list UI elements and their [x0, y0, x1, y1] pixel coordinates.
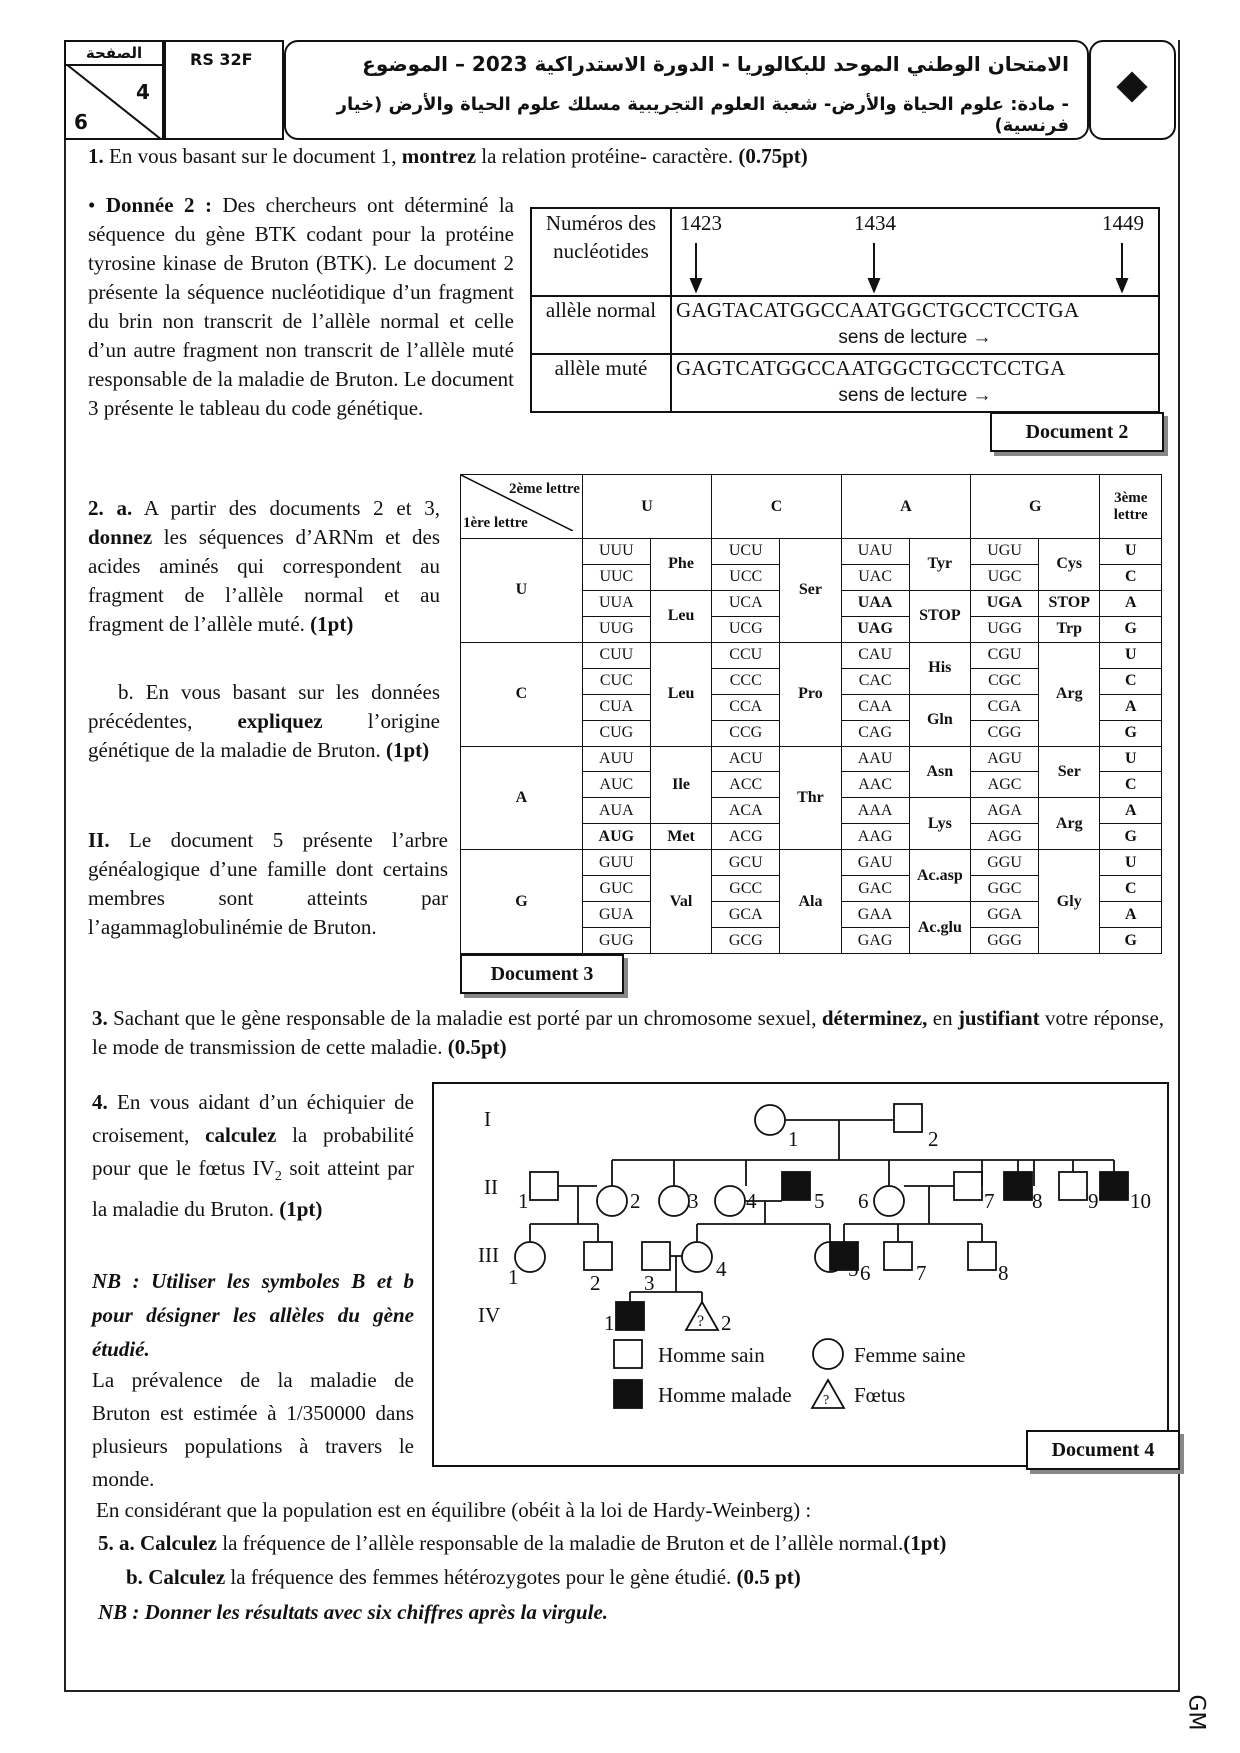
code-row [461, 746, 1162, 772]
codon-cell: AUC [582, 772, 650, 798]
first-letter-cell: C [461, 642, 583, 746]
codon-cell: GAA [841, 902, 909, 928]
II5-number: 5 [814, 1189, 825, 1213]
codon-cell: GGG [971, 928, 1039, 954]
amino-acid-cell: Cys [1039, 539, 1100, 591]
page-number: 4 [136, 80, 150, 104]
document-3-genetic-code-table [460, 474, 1162, 954]
codon-cell: ACG [712, 824, 780, 850]
II5-sick-man [782, 1172, 810, 1200]
codon-cell: CGG [971, 720, 1039, 746]
codon-cell: UGC [971, 564, 1039, 590]
III3-number: 3 [644, 1271, 655, 1295]
first-letter-cell: A [461, 746, 583, 850]
codon-cell: UAG [841, 616, 909, 642]
III2-number: 2 [590, 1271, 601, 1295]
nucleotide-positions [671, 208, 1159, 296]
legend-fetus-label: Fœtus [854, 1383, 906, 1407]
II2-number: 2 [630, 1189, 641, 1213]
codon-cell: UCU [712, 539, 780, 565]
III8-healthy-man [968, 1242, 996, 1270]
legend-fetus-question-mark: ? [823, 1393, 830, 1408]
codon-cell: AUG [582, 824, 650, 850]
legend-healthy-woman-label: Femme saine [854, 1343, 966, 1367]
codon-cell: AGA [971, 798, 1039, 824]
codon-cell: UUC [582, 564, 650, 590]
codon-cell: UCA [712, 590, 780, 616]
first-letter-header: 1ère lettre [463, 515, 528, 531]
part-2-intro: II. Le document 5 présente l’arbre généalogique d’une famille dont certains membres sont atteints par l’agammaglobulinémie de Bruton. [88, 828, 448, 939]
amino-acid-cell: Trp [1039, 616, 1100, 642]
amino-acid-cell: Pro [780, 642, 841, 746]
exam-title: الامتحان الوطني الموحد للبكالوريا - الدورة الاستدراكية 2023 – الموضوع [362, 52, 1069, 76]
amino-acid-cell: Val [650, 850, 711, 954]
mutant-allele-label: allèle muté [531, 354, 671, 412]
codon-cell: AAG [841, 824, 909, 850]
exam-code-box [164, 40, 284, 140]
III1-number: 1 [508, 1265, 519, 1289]
codon-cell: GCG [712, 928, 780, 954]
IV1-number: 1 [604, 1311, 615, 1335]
II9-healthy-man [1059, 1172, 1087, 1200]
exam-code: RS 32F [190, 50, 253, 69]
II7-number: 7 [984, 1189, 995, 1213]
normal-reading-direction: sens de lecture → [838, 327, 992, 348]
amino-acid-cell: Ser [780, 539, 841, 643]
col-header-u: U [582, 475, 711, 539]
legend-healthy-man-label: Homme sain [658, 1343, 765, 1367]
donnee-2: • Donnée 2 : Des chercheurs ont déterminé la séquence du gène BTK codant pour la protéine tyrosine kinase de Bruton (BTK). Le document 2 présente la séquence nucléotidique d’un fragment du brin non transcrit de l’allèle normal et celle d’un autre fragment non transcrit de l’allèle muté responsable de la maladie de Bruton. Le document 3 présente le tableau du code génétique. [88, 193, 514, 420]
codon-cell: CUC [582, 668, 650, 694]
codon-cell: UGA [971, 590, 1039, 616]
third-letter-cell: G [1100, 824, 1162, 850]
codon-cell: CAA [841, 694, 909, 720]
nb-symbols: NB : Utiliser les symboles B et b pour désigner les allèles du gène étudié. [92, 1269, 414, 1361]
mutant-sequence: GAGTCATGGCCAATGGCTGCCTCCTGA [676, 356, 1066, 380]
legend-healthy-man-symbol [614, 1340, 642, 1368]
page-total: 6 [74, 110, 88, 134]
third-letter-cell: U [1100, 539, 1162, 565]
third-letter-cell: C [1100, 564, 1162, 590]
codon-cell: UUU [582, 539, 650, 565]
codon-cell: AUU [582, 746, 650, 772]
bullet: • [88, 193, 106, 217]
III3-healthy-man [642, 1242, 670, 1270]
page-number-box [64, 40, 164, 140]
page-label: الصفحة [85, 44, 143, 62]
third-letter-cell: A [1100, 590, 1162, 616]
question-1: 1. En vous basant sur le document 1, montrez la relation protéine- caractère. (0.75pt) [88, 144, 808, 168]
col-header-g: G [971, 475, 1100, 539]
third-letter-cell: A [1100, 902, 1162, 928]
first-letter-cell: U [461, 539, 583, 643]
page-label-line [66, 64, 162, 66]
codon-cell: UGG [971, 616, 1039, 642]
codon-cell: AGC [971, 772, 1039, 798]
nucleotide-header: Numéros des nucléotides [531, 208, 671, 296]
II10-sick-man [1100, 1172, 1128, 1200]
legend-sick-man-symbol [614, 1380, 642, 1408]
third-letter-cell: C [1100, 876, 1162, 902]
diamond-box [1089, 40, 1176, 140]
question-2b: b. En vous basant sur les données précédentes, expliquez l’origine génétique de la maladie de Bruton. (1pt) [88, 680, 440, 762]
document-4-pedigree [432, 1082, 1169, 1467]
amino-acid-cell: Met [650, 824, 711, 850]
codon-cell: CAU [841, 642, 909, 668]
amino-acid-cell: Arg [1039, 798, 1100, 850]
codon-cell: UCG [712, 616, 780, 642]
third-letter-cell: U [1100, 642, 1162, 668]
first-letter-cell: G [461, 850, 583, 954]
mutant-allele-cell [671, 354, 1159, 412]
codon-cell: CUU [582, 642, 650, 668]
question-5a: 5. a. Calculez la fréquence de l’allèle responsable de la maladie de Bruton et de l’allèle normal.(1pt) [98, 1531, 947, 1555]
I2-number: 2 [928, 1127, 939, 1151]
third-letter-cell: G [1100, 616, 1162, 642]
question-3: 3. Sachant que le gène responsable de la maladie est porté par un chromosome sexuel, déterminez, en justifiant votre réponse, le mode de transmission de cette maladie. (0.5pt) [92, 1006, 1165, 1059]
II10-number: 10 [1130, 1189, 1151, 1213]
generation-II-label: II [484, 1175, 498, 1199]
codon-cell: AUA [582, 798, 650, 824]
third-letter-cell: A [1100, 798, 1162, 824]
IV2-question-mark: ? [697, 1313, 705, 1330]
amino-acid-cell: STOP [1039, 590, 1100, 616]
margin-mark: GM [1183, 1694, 1209, 1731]
amino-acid-cell: Ac.glu [909, 902, 970, 954]
question-4: 4. En vous aidant d’un échiquier de croisement, calculez la probabilité pour que le fœtus $IV_2$ soit atteint par la maladie du Bruton. (1pt) [92, 1090, 415, 1222]
codon-cell: UAC [841, 564, 909, 590]
mutant-reading-direction: sens de lecture → [838, 385, 992, 406]
amino-acid-cell: Lys [909, 798, 970, 850]
pedigree-chart [434, 1084, 1167, 1465]
legend-sick-man-label: Homme malade [658, 1383, 792, 1407]
amino-acid-cell: Asn [909, 746, 970, 798]
codon-cell: ACC [712, 772, 780, 798]
II6-healthy-woman [874, 1186, 904, 1216]
codon-cell: GUC [582, 876, 650, 902]
normal-allele-label: allèle normal [531, 296, 671, 354]
codon-cell: ACA [712, 798, 780, 824]
col-header-a: A [841, 475, 970, 539]
codon-cell: CAC [841, 668, 909, 694]
third-letter-cell: G [1100, 720, 1162, 746]
codon-cell: CCU [712, 642, 780, 668]
codon-cell: GGU [971, 850, 1039, 876]
codon-cell: GCU [712, 850, 780, 876]
amino-acid-cell: Gly [1039, 850, 1100, 954]
II1-number: 1 [518, 1189, 529, 1213]
III7-healthy-man [884, 1242, 912, 1270]
diamond-icon [1116, 71, 1147, 102]
code-row [461, 642, 1162, 668]
codon-cell: UAU [841, 539, 909, 565]
II7-healthy-man [954, 1172, 982, 1200]
amino-acid-cell: Ac.asp [909, 850, 970, 902]
generation-IV-label: IV [478, 1303, 501, 1327]
third-letter-cell: C [1100, 668, 1162, 694]
prevalence-text: La prévalence de la maladie de Bruton est estimée à 1/350000 dans plusieurs populations à travers le monde. [92, 1368, 414, 1491]
third-letter-cell: C [1100, 772, 1162, 798]
codon-cell: CGC [971, 668, 1039, 694]
codon-cell: AAC [841, 772, 909, 798]
third-letter-cell: U [1100, 850, 1162, 876]
codon-cell: UCC [712, 564, 780, 590]
IV2-number: 2 [721, 1311, 732, 1335]
codon-cell: CUA [582, 694, 650, 720]
amino-acid-cell: STOP [909, 590, 970, 642]
third-letter-header: 3ème lettre [1100, 475, 1162, 539]
hardy-weinberg-intro: En considérant que la population est en équilibre (obéit à la loi de Hardy-Weinberg) : [96, 1498, 812, 1522]
III4-healthy-woman [682, 1242, 712, 1272]
I2-healthy-man [894, 1104, 922, 1132]
position-1434: 1434 [854, 211, 896, 235]
amino-acid-cell: Ile [650, 746, 711, 824]
codon-cell: CCC [712, 668, 780, 694]
codon-cell: UGU [971, 539, 1039, 565]
codon-cell: GAG [841, 928, 909, 954]
legend-healthy-woman-symbol [813, 1339, 843, 1369]
codon-cell: CUG [582, 720, 650, 746]
document-3-label: Document 3 [460, 954, 624, 994]
II9-number: 9 [1088, 1189, 1099, 1213]
III2-healthy-man [584, 1242, 612, 1270]
II4-number: 4 [746, 1189, 757, 1213]
codon-cell: GGC [971, 876, 1039, 902]
codon-cell: UAA [841, 590, 909, 616]
II3-number: 3 [688, 1189, 699, 1213]
codon-cell: UUG [582, 616, 650, 642]
codon-cell: AGG [971, 824, 1039, 850]
III7-number: 7 [916, 1261, 927, 1285]
II4-healthy-woman [715, 1186, 745, 1216]
codon-cell: AAA [841, 798, 909, 824]
amino-acid-cell: Leu [650, 642, 711, 746]
III1-healthy-woman [515, 1242, 545, 1272]
I1-number: 1 [788, 1127, 799, 1151]
II8-sick-man [1004, 1172, 1032, 1200]
amino-acid-cell: Ala [780, 850, 841, 954]
amino-acid-cell: Tyr [909, 539, 970, 591]
question-5b: b. Calculez la fréquence des femmes hétérozygotes pour le gène étudié. (0.5 pt) [126, 1565, 801, 1589]
corner-cell [461, 475, 583, 539]
position-arrows [672, 237, 1162, 293]
codon-cell: AGU [971, 746, 1039, 772]
codon-cell: GGA [971, 902, 1039, 928]
amino-acid-cell: Thr [780, 746, 841, 850]
code-row [461, 850, 1162, 876]
codon-cell: CCA [712, 694, 780, 720]
codon-cell: GUU [582, 850, 650, 876]
codon-cell: UUA [582, 590, 650, 616]
code-row [461, 539, 1162, 565]
nb-six-decimals: NB : Donner les résultats avec six chiffres après la virgule. [98, 1600, 609, 1624]
codon-cell: GUA [582, 902, 650, 928]
III5-number: 5 [848, 1257, 859, 1281]
exam-title-box [284, 40, 1089, 140]
III8-number: 8 [998, 1261, 1009, 1285]
third-letter-cell: A [1100, 694, 1162, 720]
position-1423: 1423 [680, 211, 722, 235]
document-2-label: Document 2 [990, 412, 1164, 452]
II3-healthy-woman [659, 1186, 689, 1216]
second-letter-header: 2ème lettre [508, 481, 580, 497]
question-2a: 2. a. A partir des documents 2 et 3, donnez les séquences d’ARNm et des acides aminés qui correspondent au fragment de l’allèle normal et au fragment de l’allèle muté. (1pt) [88, 496, 441, 636]
third-letter-cell: G [1100, 928, 1162, 954]
normal-allele-cell [671, 296, 1159, 354]
codon-cell: CGA [971, 694, 1039, 720]
codon-cell: AAU [841, 746, 909, 772]
codon-cell: GAC [841, 876, 909, 902]
codon-cell: GAU [841, 850, 909, 876]
generation-I-label: I [484, 1107, 491, 1131]
document-2-table [530, 207, 1160, 413]
document-4-label: Document 4 [1026, 1430, 1180, 1470]
generation-III-label: III [478, 1243, 499, 1267]
col-header-c: C [712, 475, 841, 539]
II2-healthy-woman [597, 1186, 627, 1216]
IV1-sick-man [616, 1302, 644, 1330]
codon-cell: CCG [712, 720, 780, 746]
codon-cell: CAG [841, 720, 909, 746]
codon-cell: GUG [582, 928, 650, 954]
I1-healthy-woman [755, 1105, 785, 1135]
amino-acid-cell: Leu [650, 590, 711, 642]
amino-acid-cell: His [909, 642, 970, 694]
codon-cell: ACU [712, 746, 780, 772]
third-letter-cell: U [1100, 746, 1162, 772]
amino-acid-cell: Gln [909, 694, 970, 746]
amino-acid-cell: Arg [1039, 642, 1100, 746]
II6-number: 6 [858, 1189, 869, 1213]
codon-cell: GCC [712, 876, 780, 902]
exam-subject: - مادة: علوم الحياة والأرض- شعبة العلوم التجريبية مسلك علوم الحياة والأرض (خيار فرنسية) [336, 94, 1069, 136]
codon-cell: GCA [712, 902, 780, 928]
position-1449: 1449 [1102, 211, 1144, 235]
amino-acid-cell: Ser [1039, 746, 1100, 798]
codon-cell: CGU [971, 642, 1039, 668]
III6-number: 6 [860, 1261, 871, 1285]
amino-acid-cell: Phe [650, 539, 711, 591]
II1-healthy-man [530, 1172, 558, 1200]
II8-number: 8 [1032, 1189, 1043, 1213]
III4-number: 4 [716, 1257, 727, 1281]
normal-sequence: GAGTACATGGCCAATGGCTGCCTCCTGA [676, 298, 1080, 322]
